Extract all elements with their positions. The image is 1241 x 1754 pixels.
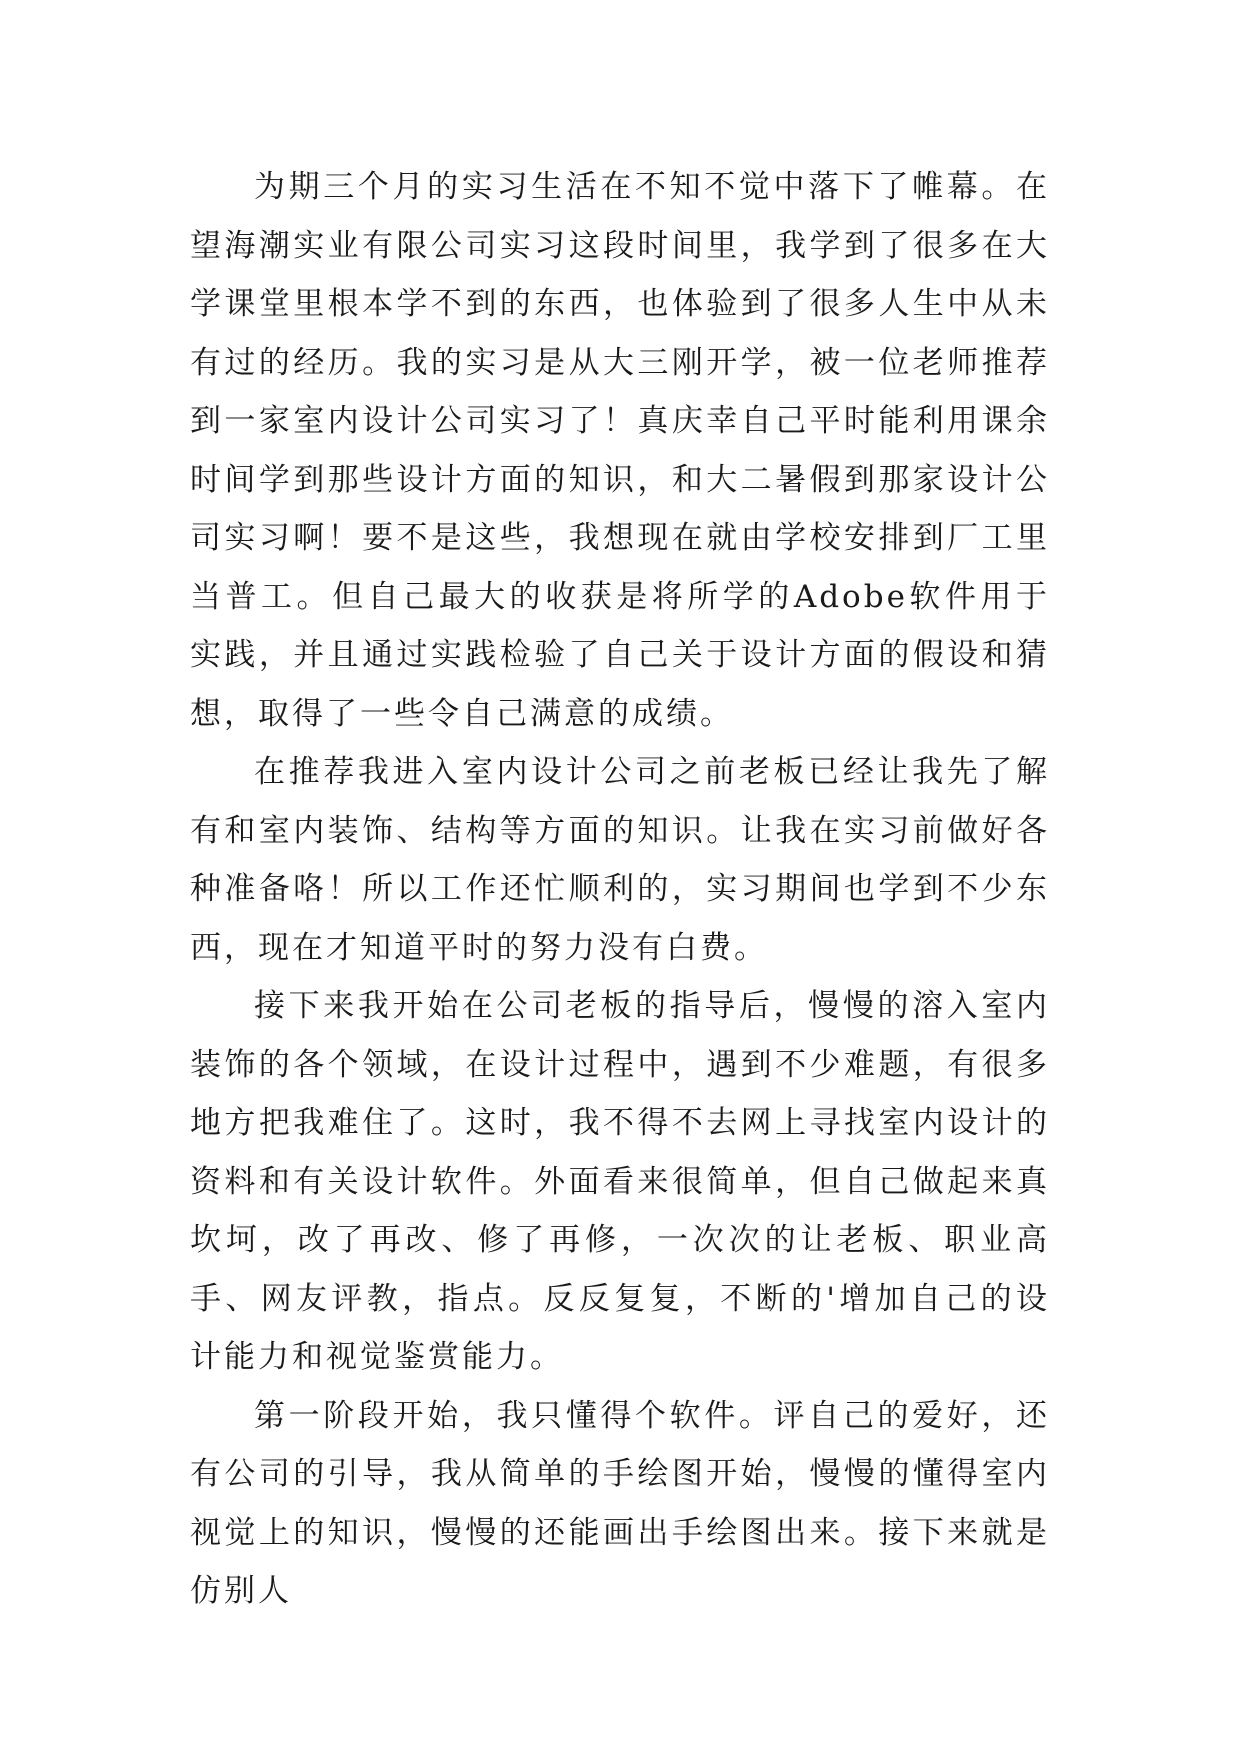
paragraph-1: 为期三个月的实习生活在不知不觉中落下了帷幕。在望海潮实业有限公司实习这段时间里，我学到了很多在大学课堂里根本学不到的东西，也体验到了很多人生中从未有过的经历。我的实习是从大三刚开学，被一位老师推荐到一家室内设计公司实习了！真庆幸自己平时能利用课余时间学到那些设计方面的知识，和大二暑假到那家设计公司实习啊！要不是这些，我想现在就由学校安排到厂工里当普工。但自己最大的收获是将所学的Adobe软件用于实践，并且通过实践检验了自己关于设计方面的假设和猜想，取得了一些令自己满意的成绩。 [190,169,1050,732]
paragraph-2: 在推荐我进入室内设计公司之前老板已经让我先了解有和室内装饰、结构等方面的知识。让我在实习前做好各种准备咯！所以工作还忙顺利的，实习期间也学到不少东西，现在才知道平时的努力没有白费。 [190,754,1050,966]
document-body [190,158,1050,1621]
paragraph-4: 第一阶段开始，我只懂得个软件。评自己的爱好，还有公司的引导，我从简单的手绘图开始，慢慢的懂得室内视觉上的知识，慢慢的还能画出手绘图出来。接下来就是仿别人 [190,1397,1050,1609]
paragraph-3: 接下来我开始在公司老板的指导后，慢慢的溶入室内装饰的各个领域，在设计过程中，遇到不少难题，有很多地方把我难住了。这时，我不得不去网上寻找室内设计的资料和有关设计软件。外面看来很简单，但自己做起来真坎坷，改了再改、修了再修，一次次的让老板、职业高手、网友评教，指点。反反复复，不断的'增加自己的设计能力和视觉鉴赏能力。 [190,988,1050,1375]
